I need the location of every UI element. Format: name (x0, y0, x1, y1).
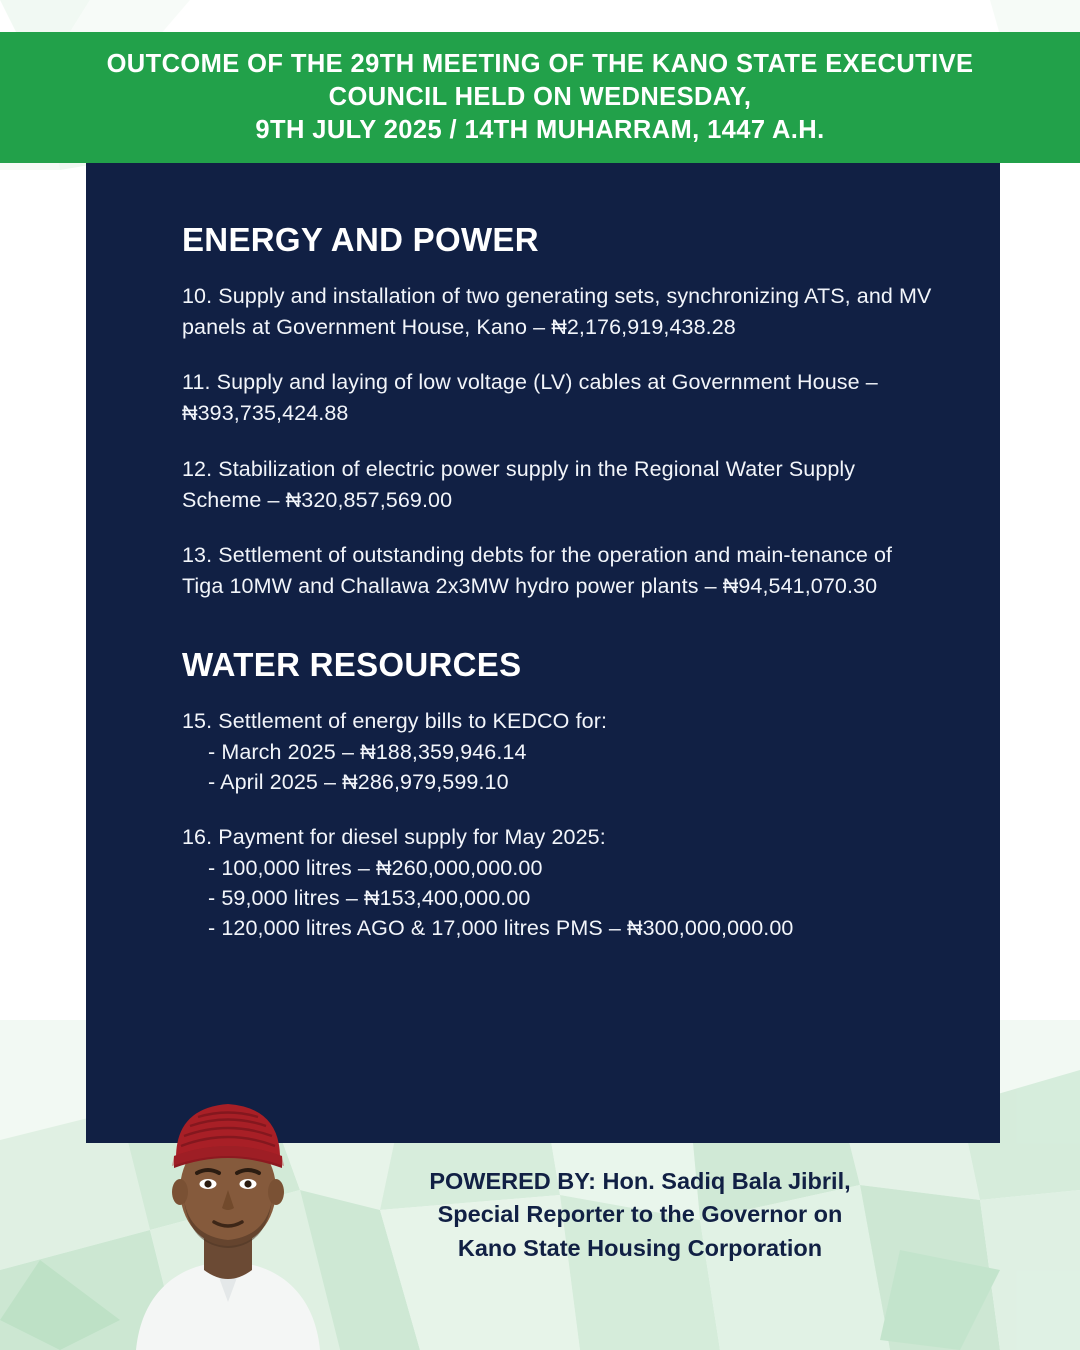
footer-line-2: Special Reporter to the Governor on (437, 1201, 843, 1228)
avatar (118, 1050, 338, 1350)
header-line-3: 9TH JULY 2025 / 14TH MUHARRAM, 1447 A.H. (255, 116, 825, 145)
list-item-15-text: 15. Settlement of energy bills to KEDCO for: (182, 708, 608, 733)
header-line-2: COUNCIL HELD ON WEDNESDAY, (328, 82, 752, 111)
list-item-16 (182, 822, 936, 943)
list-item: 10. Supply and installation of two generating sets, synchronizing ATS, and MV panels at Government House, Kano – ₦2,176,919,438.28 (182, 284, 932, 339)
section-title-energy: ENERGY AND POWER (182, 221, 539, 258)
footer-line-1: POWERED BY: Hon. Sadiq Bala Jibril, (429, 1168, 851, 1194)
content-card (86, 163, 1000, 1143)
header-line-1: OUTCOME OF THE 29TH MEETING OF THE KANO STATE EXECUTIVE (106, 49, 974, 78)
list-item: 11. Supply and laying of low voltage (LV) cables at Government House – ₦393,735,424.88 (182, 370, 878, 426)
list-item-16-text: 16. Payment for diesel supply for May 2025: (182, 824, 606, 849)
list-item: 12. Stabilization of electric power supply in the Regional Water Supply Scheme – ₦320,857,569.00 (182, 456, 856, 512)
list-item: 13. Settlement of outstanding debts for the operation and main-tenance of Tiga 10MW and Challawa 2x3MW hydro power plants – ₦94,541,070.30 (182, 543, 893, 599)
header-banner (0, 32, 1080, 163)
list-item-15 (182, 706, 936, 797)
list-item-15-sub-1: - March 2025 – ₦188,359,946.14 (208, 739, 527, 764)
list-item-16-sub-1: - 100,000 litres – ₦260,000,000.00 (208, 855, 543, 880)
section-title-water: WATER RESOURCES (182, 645, 522, 683)
footer-line-3: Kano State Housing Corporation (457, 1234, 823, 1261)
list-item-16-sub-3: - 120,000 litres AGO & 17,000 litres PMS – ₦300,000,000.00 (208, 915, 794, 940)
list-item-15-sub-2: - April 2025 – ₦286,979,599.10 (208, 769, 509, 794)
footer-credit (330, 1165, 950, 1265)
list-item-16-sub-2: - 59,000 litres – ₦153,400,000.00 (208, 885, 531, 910)
header-title (67, 48, 1014, 147)
